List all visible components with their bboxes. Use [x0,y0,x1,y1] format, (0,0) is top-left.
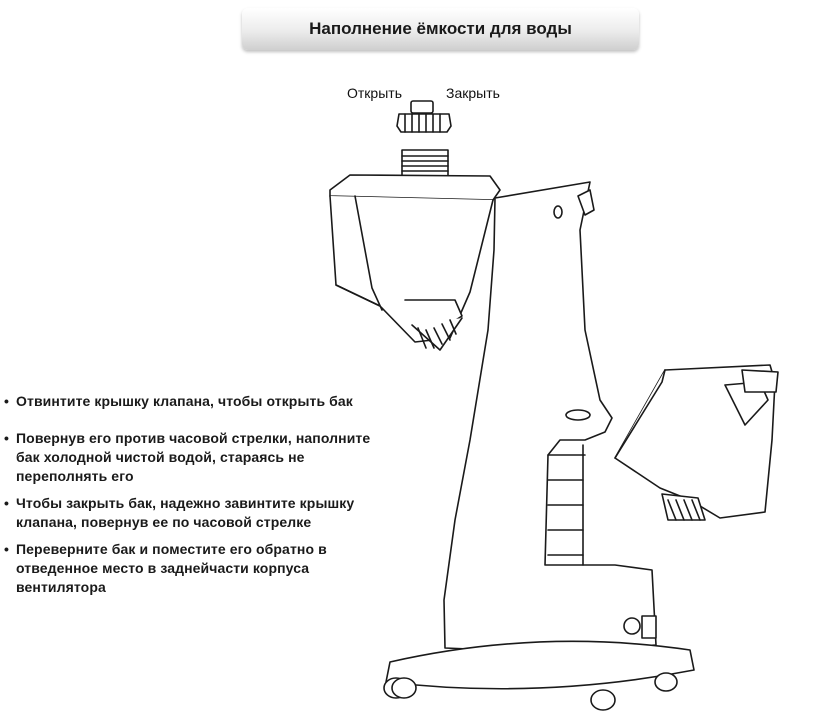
page-title-text: Наполнение ёмкости для воды [309,19,572,38]
water-tank-inverted-icon [615,365,778,520]
instruction-item: • Переверните бак и поместите его обратно в отведенное место в заднейчасти корпуса вентилятора [4,540,396,597]
close-label: Закрыть [446,85,500,101]
instruction-item: • Чтобы закрыть бак, надежно завинтите крышку клапана, повернув ее по часовой стрелке [4,494,396,532]
water-tank-upright-icon [330,175,500,350]
open-label: Открыть [347,85,402,101]
instruction-item: • Повернув его против часовой стрелки, наполните бак холодной чистой водой, стараясь не переполнять его [4,429,396,486]
instruction-item: • Отвинтите крышку клапана, чтобы открыть бак [4,392,396,411]
fan-base-icon [384,641,694,710]
valve-cap-icon [397,101,451,132]
